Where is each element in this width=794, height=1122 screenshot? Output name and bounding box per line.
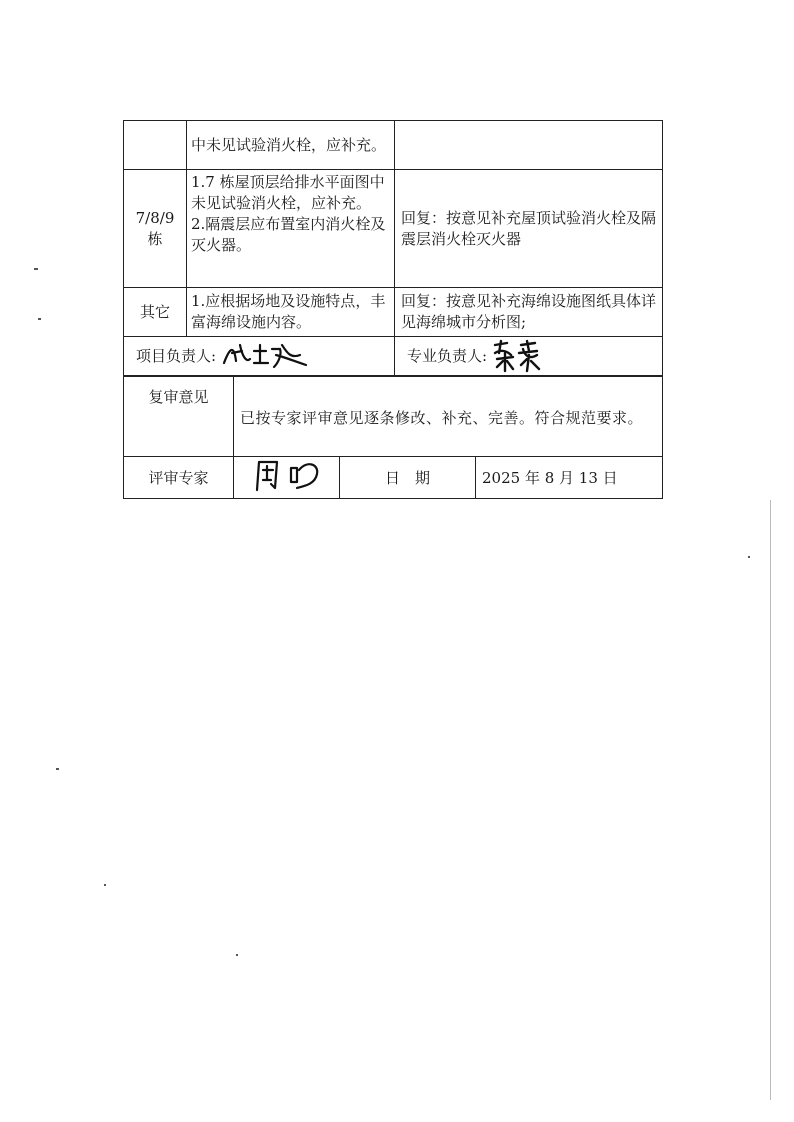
specialty-lead-signature [491,339,561,373]
row-label-cell: 其它 [124,288,187,337]
expert-label: 评审专家 [124,457,234,499]
review-table [123,120,663,376]
recheck-table [123,376,663,499]
opinion-row [124,377,663,457]
scan-speck [34,268,38,270]
expert-row [124,457,663,499]
project-lead-cell [124,337,395,376]
scan-speck [104,884,106,886]
scan-speck [236,954,238,956]
issue-line: 1.7 栋屋顶层给排水平面图中未见试验消火栓，应补充。 [191,173,385,212]
opinion-text: 已按专家评审意见逐条修改、补充、完善。符合规范要求。 [234,377,663,457]
scan-speck [38,318,41,320]
table-row [124,121,663,170]
reply-cell [395,121,663,170]
signature-row [124,337,663,376]
table-row [124,288,663,337]
reply-cell: 回复：按意见补充屋顶试验消火栓及隔震层消火栓灭火器 [395,170,663,288]
reply-cell: 回复：按意见补充海绵设施图纸具体详见海绵城市分析图; [395,288,663,337]
specialty-lead-label: 专业负责人: [407,346,488,365]
issue-cell: 中未见试验消火栓，应补充。 [187,121,395,170]
date-value: 2025 年 8 月 13 日 [476,457,663,499]
date-label: 日 期 [340,457,476,499]
scan-speck [748,556,750,558]
expert-signature-cell [234,457,340,499]
issue-cell: 1.应根据场地及设施特点，丰富海绵设施内容。 [187,288,395,337]
issue-line: 2.隔震层应布置室内消火栓及灭火器。 [191,215,386,254]
row-label-cell: 7/8/9栋 [124,170,187,288]
issue-cell [187,170,395,288]
specialty-lead-cell [395,337,663,376]
opinion-label: 复审意见 [124,377,234,457]
table-row [124,170,663,288]
expert-signature [247,458,327,492]
project-lead-label: 项目负责人: [136,346,217,365]
scan-speck [56,768,59,770]
scan-edge-line [770,500,771,1100]
project-lead-signature [220,341,310,371]
row-label-cell [124,121,187,170]
